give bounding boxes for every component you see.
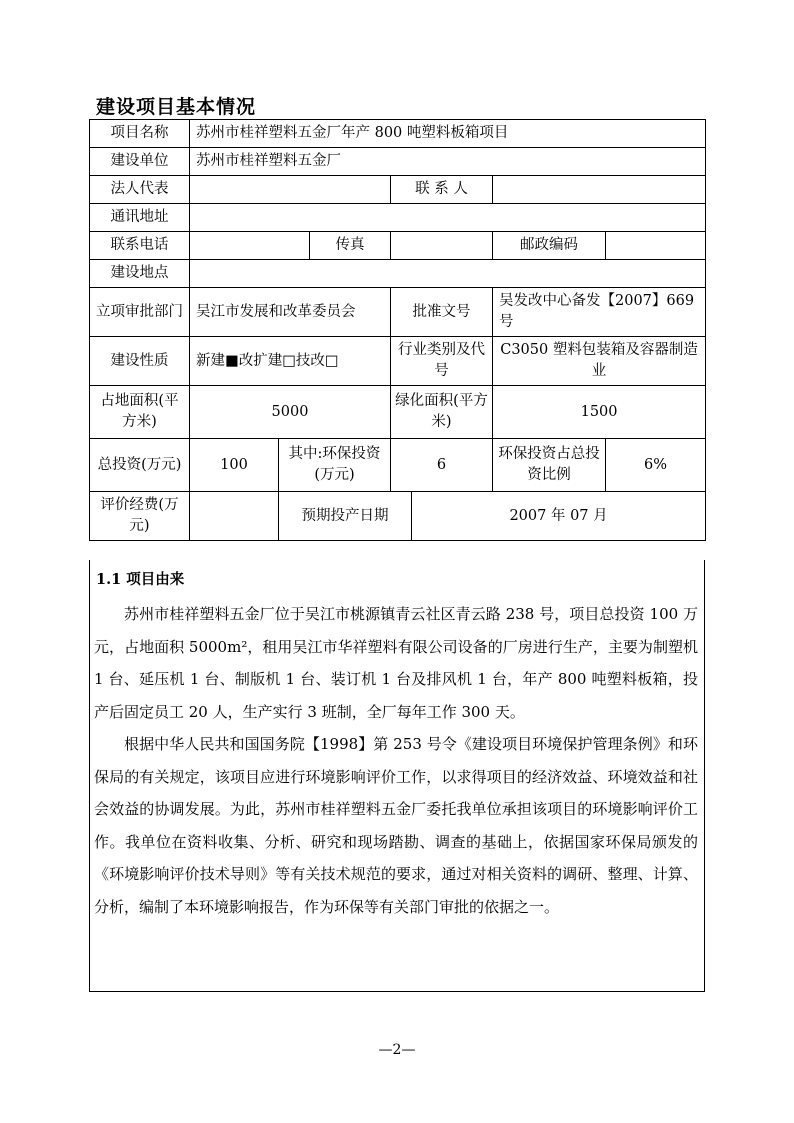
postcode-label: 邮政编码 [493, 232, 606, 260]
section-body [94, 598, 698, 923]
legal-rep-value [190, 176, 391, 204]
row-phone [90, 232, 706, 260]
green-area-label: 绿化面积(平方米) [391, 386, 493, 439]
row-legal-rep [90, 176, 706, 204]
unit-label: 建设单位 [90, 148, 190, 176]
eval-fee-label: 评价经费(万元) [90, 492, 190, 541]
row-eval-fee [90, 492, 706, 541]
fax-value [391, 232, 493, 260]
start-date-value: 2007 年 07 月 [412, 492, 706, 541]
row-investment [90, 439, 706, 492]
address-value [190, 204, 706, 232]
industry-label: 行业类别及代号 [391, 337, 493, 386]
page-title: 建设项目基本情况 [96, 96, 257, 118]
address-label: 通讯地址 [90, 204, 190, 232]
area-value: 5000 [190, 386, 391, 439]
paragraph-1: 苏州市桂祥塑料五金厂位于吴江市桃源镇青云社区青云路 238 号，项目总投资 100 万元，占地面积 5000m²，租用吴江市华祥塑料有限公司设备的厂房进行生产，主要为制塑机 1 台、延压机 1 台、制版机 1 台、装订机 1 台及排风机 1 台，年产 800 吨塑料板箱，投产后固定员工 20 人，生产实行 3 班制，全厂每年工作 300 天。 [94, 605, 698, 721]
total-invest-value: 100 [190, 439, 279, 492]
phone-value [190, 232, 310, 260]
start-date-label: 预期投产日期 [279, 492, 412, 541]
row-area [90, 386, 706, 439]
contact-label: 联 系 人 [391, 176, 493, 204]
total-invest-label: 总投资(万元) [90, 439, 190, 492]
project-origin-section [89, 560, 705, 992]
row-unit [90, 148, 706, 176]
approval-no-label: 批准文号 [391, 288, 493, 337]
eval-fee-value [190, 492, 279, 541]
row-location [90, 260, 706, 288]
contact-value [493, 176, 706, 204]
postcode-value [606, 232, 706, 260]
row-address [90, 204, 706, 232]
nature-label: 建设性质 [90, 337, 190, 386]
row-approval [90, 288, 706, 337]
page-number: —2— [378, 1042, 416, 1058]
project-name-value: 苏州市桂祥塑料五金厂年产 800 吨塑料板箱项目 [190, 120, 706, 148]
env-ratio-label: 环保投资占总投资比例 [493, 439, 606, 492]
location-value [190, 260, 706, 288]
row-project-name [90, 120, 706, 148]
section-heading: 1.1 项目由来 [96, 571, 185, 588]
phone-label: 联系电话 [90, 232, 190, 260]
approval-no-value: 吴发改中心备发【2007】669号 [493, 288, 706, 337]
legal-rep-label: 法人代表 [90, 176, 190, 204]
row-nature [90, 337, 706, 386]
area-label: 占地面积(平方米) [90, 386, 190, 439]
project-name-label: 项目名称 [90, 120, 190, 148]
location-label: 建设地点 [90, 260, 190, 288]
industry-value: C3050 塑料包装箱及容器制造业 [493, 337, 706, 386]
env-ratio-value: 6% [606, 439, 706, 492]
approval-dept-value: 吴江市发展和改革委员会 [190, 288, 391, 337]
env-invest-value: 6 [391, 439, 493, 492]
approval-dept-label: 立项审批部门 [90, 288, 190, 337]
fax-label: 传真 [310, 232, 391, 260]
project-info-table [89, 119, 706, 541]
env-invest-label: 其中:环保投资(万元) [279, 439, 391, 492]
unit-value: 苏州市桂祥塑料五金厂 [190, 148, 706, 176]
paragraph-2: 根据中华人民共和国国务院【1998】第 253 号令《建设项目环境保护管理条例》和环保局的有关规定，该项目应进行环境影响评价工作，以求得项目的经济效益、环境效益和社会效益的协调发展。为此，苏州市桂祥塑料五金厂委托我单位承担该项目的环境影响评价工作。我单位在资料收集、分析、研究和现场踏勘、调查的基础上，依据国家环保局颁发的《环境影响评价技术导则》等有关技术规范的要求，通过对相关资料的调研、整理、计算、分析，编制了本环境影响报告，作为环保等有关部门审批的依据之一。 [94, 735, 698, 916]
green-area-value: 1500 [493, 386, 706, 439]
nature-value: 新建■改扩建□技改□ [190, 337, 391, 386]
